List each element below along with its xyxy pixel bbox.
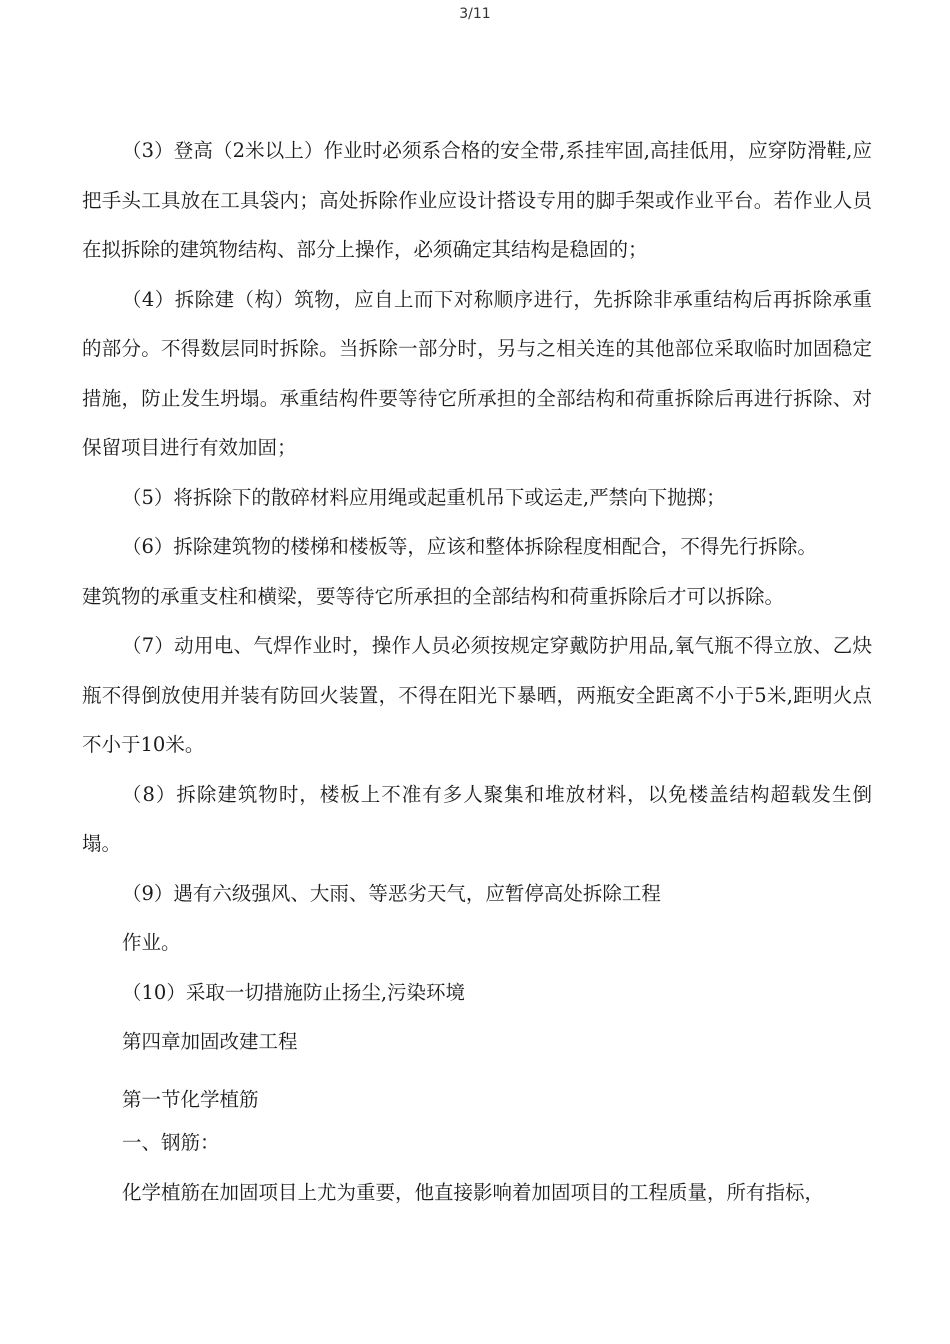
page-number: 3/11 (459, 6, 491, 22)
paragraph-10: （10）采取一切措施防止扬尘,污染环境 (122, 980, 466, 1004)
paragraph-8: （8）拆除建筑物时，楼板上不准有多人聚集和堆放材料，以免楼盖结构超载发生倒塌。 (82, 782, 872, 855)
paragraph-6-continued: 建筑物的承重支柱和横梁，要等待它所承担的全部结构和荷重拆除后才可以拆除。 (82, 584, 785, 608)
spacer (82, 1067, 872, 1075)
chapter-heading: 第四章加固改建工程 (122, 1030, 298, 1053)
paragraph-body: 化学植筋在加固项目上尤为重要，他直接影响着加固项目的工程质量，所有指标， (122, 1180, 825, 1204)
paragraph-9-continued: 作业。 (122, 931, 181, 954)
paragraph-3: （3）登高（2米以上）作业时必须系合格的安全带,系挂牢固,高挂低用，应穿防滑鞋,应把手头工具放在工具袋内；高处拆除作业应设计搭设专用的脚手架或作业平台。若作业人员在拟拆除的建筑物结构、部分上操作，必须确定其结构是稳固的； (82, 139, 872, 261)
section-heading: 第一节化学植筋 (122, 1087, 259, 1111)
paragraph-9: （9）遇有六级强风、大雨、等恶劣天气，应暂停高处拆除工程 (122, 881, 661, 905)
paragraph-6: （6）拆除建筑物的楼梯和楼板等，应该和整体拆除程度相配合，不得先行拆除。 (122, 535, 817, 558)
subsection-heading: 一、钢筋： (122, 1131, 220, 1154)
paragraph-4: （4）拆除建（构）筑物，应自上而下对称顺序进行，先拆除非承重结构后再拆除承重的部分。不得数层同时拆除。当拆除一部分时，另与之相关连的其他部位采取临时加固稳定措施，防止发生坍塌。承重结构件要等待它所承担的全部结构和荷重拆除后再进行拆除、对保留项目进行有效加固； (82, 287, 872, 459)
paragraph-7: （7）动用电、气焊作业时，操作人员必须按规定穿戴防护用品,氧气瓶不得立放、乙炔瓶不得倒放使用并装有防回火装置，不得在阳光下暴晒，两瓶安全距离不小于5米,距明火点不小于10米。 (82, 634, 872, 756)
paragraph-5: （5）将拆除下的散碎材料应用绳或起重机吊下或运走,严禁向下抛掷； (122, 485, 726, 509)
document-body (82, 126, 872, 1217)
